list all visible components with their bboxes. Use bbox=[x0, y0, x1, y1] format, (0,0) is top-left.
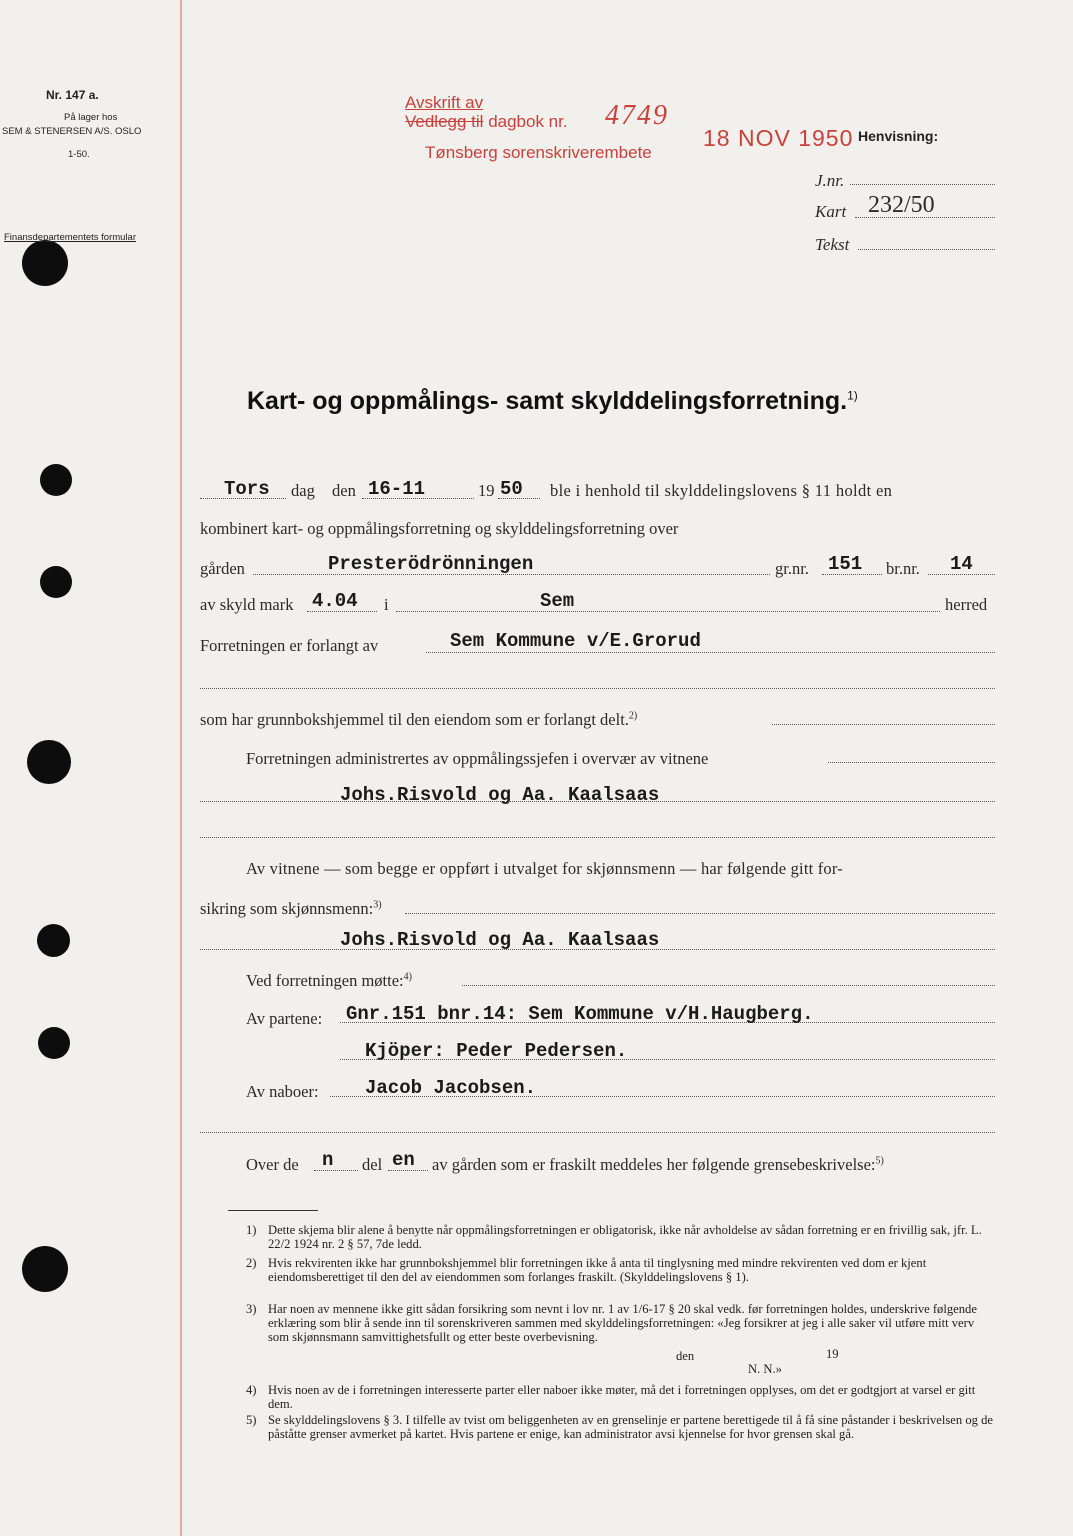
binder-hole bbox=[40, 464, 72, 496]
stock-line-1: På lager hos bbox=[64, 112, 118, 123]
forlangt-value: Sem Kommune v/E.Grorud bbox=[450, 630, 701, 652]
stamp-struck-text: Vedlegg til bbox=[405, 112, 484, 131]
margin-rule bbox=[180, 0, 182, 1536]
over-rest-note: 5) bbox=[875, 1155, 884, 1167]
stamp-date: 18 NOV 1950 bbox=[703, 125, 854, 151]
footnote3-den: den bbox=[676, 1349, 695, 1363]
footnote-text: Hvis noen av de i forretningen interesserte parter eller naboer ikke møter, må det i forretningen opplyses, om det er godtgjort at varsel er gitt dem. bbox=[268, 1383, 976, 1412]
weekday-value: Tors bbox=[224, 478, 270, 500]
garden-label: gården bbox=[200, 559, 245, 578]
forlangt-label: Forretningen er forlangt av bbox=[200, 636, 379, 655]
herred-line bbox=[396, 611, 940, 612]
naboer-line-2 bbox=[200, 1132, 995, 1133]
year-line bbox=[498, 498, 540, 499]
over-rest-text: av gården som er fraskilt meddeles her følgende grensebeskrivelse: bbox=[432, 1155, 876, 1174]
reference-heading: Henvisning: bbox=[858, 128, 939, 144]
vitner-value: Johs.Risvold og Aa. Kaalsaas bbox=[340, 784, 660, 806]
over-de-line bbox=[314, 1170, 358, 1171]
herred-label: herred bbox=[945, 595, 988, 614]
edition: 1-50. bbox=[68, 149, 90, 160]
binder-hole bbox=[22, 1246, 68, 1292]
vitner-text-2-note: 3) bbox=[373, 899, 382, 911]
year-prefix: 19 bbox=[478, 481, 495, 500]
over-de-value: n bbox=[322, 1149, 334, 1171]
over-de-label: Over de bbox=[246, 1155, 299, 1174]
year-value: 50 bbox=[500, 478, 523, 500]
kart-value: 232/50 bbox=[868, 192, 935, 218]
naboer-value: Jacob Jacobsen. bbox=[365, 1077, 537, 1099]
footnote-text: Har noen av mennene ikke gitt sådan forsikring som nevnt i lov nr. 1 av 1/6-17 § 20 skal vedk. før forretningen holdes, underskrive følgende erklæring som blir å sende inn til sorenskriveren sammen med skylddelingsforretningen: «Jeg forsikrer at jeg i alle saker vil utføre mitt verv som skjønnsmann samvittighetsfullt og etter beste overbevisning. bbox=[268, 1302, 977, 1345]
admin-label: Forretningen administrertes av oppmålingssjefen i overvær av vitnene bbox=[246, 749, 709, 768]
grunnbok-line bbox=[772, 724, 995, 725]
ministry-form: Finansdepartementets formular bbox=[4, 232, 137, 243]
naboer-label: Av naboer: bbox=[246, 1082, 319, 1101]
skjonn-line-2 bbox=[200, 949, 995, 950]
grunnbok-note: 2) bbox=[628, 710, 638, 722]
kjoper-line bbox=[340, 1059, 995, 1060]
footnote-number: 3) bbox=[246, 1302, 257, 1316]
binder-hole bbox=[38, 1027, 70, 1059]
form-number: Nr. 147 a. bbox=[46, 88, 99, 102]
skyld-value: 4.04 bbox=[312, 590, 358, 612]
footnote-number: 2) bbox=[246, 1256, 257, 1270]
del-value: en bbox=[392, 1149, 415, 1171]
grnr-value: 151 bbox=[828, 553, 863, 575]
over-rest bbox=[432, 1155, 884, 1175]
den-label: den bbox=[332, 481, 356, 500]
skjonn-value: Johs.Risvold og Aa. Kaalsaas bbox=[340, 929, 660, 951]
del-label: del bbox=[362, 1155, 383, 1174]
i-label: i bbox=[384, 595, 389, 614]
grunnbok-text: som har grunnbokshjemmel til den eiendom som er forlangt delt. bbox=[200, 710, 629, 729]
garden-value: Presterödrönningen bbox=[328, 553, 534, 575]
forlangt-line-2 bbox=[200, 688, 995, 689]
brnr-label: br.nr. bbox=[886, 559, 920, 578]
binder-hole bbox=[40, 566, 72, 598]
motte-text: Ved forretningen møtte: bbox=[246, 971, 404, 990]
stamp-office: Tønsberg sorenskriverembete bbox=[425, 143, 652, 162]
weekday-line bbox=[200, 498, 286, 499]
title-note: 1) bbox=[847, 388, 858, 403]
partene-value: Gnr.151 bnr.14: Sem Kommune v/H.Haugberg. bbox=[346, 1003, 814, 1025]
motte-line bbox=[462, 985, 995, 986]
title-text: Kart- og oppmålings- samt skylddelingsforretning. bbox=[247, 387, 848, 415]
vitner-text-1: Av vitnene — som begge er oppført i utvalget for skjønnsmenn — har følgende gitt for- bbox=[246, 859, 843, 878]
binder-hole bbox=[37, 924, 70, 957]
skjonn-line-1 bbox=[405, 913, 995, 914]
vitner-text-2 bbox=[200, 899, 382, 919]
dagbok-number: 4749 bbox=[605, 100, 669, 131]
binder-hole bbox=[22, 240, 68, 286]
stamp-dagbok-label: dagbok nr. bbox=[488, 112, 568, 131]
stamp-line-1: Avskrift av bbox=[405, 93, 484, 112]
tekst-label: Tekst bbox=[815, 235, 850, 254]
herred-value: Sem bbox=[540, 590, 575, 612]
jnr-label: J.nr. bbox=[815, 171, 845, 190]
vitner-line bbox=[200, 801, 995, 802]
footnote-text: Hvis rekvirenten ikke har grunnbokshjemmel blir forretningen ikke å anta til tinglysning med mindre rekvirenten ved dom er kjent eiendomsberettiget til den del av eiendommen som forlanges fraskilt. (Skylddelingslovens § 1). bbox=[268, 1256, 927, 1285]
grunnbok-label bbox=[200, 710, 637, 730]
brnr-value: 14 bbox=[950, 553, 973, 575]
partene-label: Av partene: bbox=[246, 1009, 323, 1028]
date-value: 16-11 bbox=[368, 478, 426, 500]
stamp-line-2 bbox=[405, 112, 568, 132]
footnote-number: 5) bbox=[246, 1413, 257, 1427]
grnr-label: gr.nr. bbox=[775, 559, 809, 578]
jnr-line bbox=[850, 184, 995, 185]
footnote3-signature: N. N.» bbox=[748, 1362, 782, 1376]
tekst-line bbox=[858, 249, 995, 250]
footnote-number: 4) bbox=[246, 1383, 257, 1397]
line1-rest: ble i henhold til skylddelingslovens § 11 holdt en bbox=[550, 481, 893, 500]
stock-line-2: SEM & STENERSEN A/S. OSLO bbox=[2, 126, 142, 137]
footnote-number: 1) bbox=[246, 1223, 257, 1237]
footnote-text: Dette skjema blir alene å benytte når oppmålingsforretningen er obligatorisk, ikke når avholdelse av sådan forretning er en frivillig sak, jfr. L. 22/2 1924 nr. 2 § 57, 7de ledd. bbox=[268, 1223, 982, 1252]
binder-hole bbox=[27, 740, 71, 784]
footnote-rule bbox=[228, 1210, 318, 1211]
kart-label: Kart bbox=[815, 202, 847, 221]
motte-note: 4) bbox=[403, 971, 412, 983]
footnote3-year: 19 bbox=[826, 1347, 839, 1361]
document-title bbox=[247, 387, 858, 416]
date-line bbox=[362, 498, 474, 499]
motte-label bbox=[246, 971, 412, 991]
kjoper-value: Kjöper: Peder Pedersen. bbox=[365, 1040, 628, 1062]
vitner-line-2 bbox=[200, 837, 995, 838]
dag-label: dag bbox=[291, 481, 315, 500]
vitner-text-2-main: sikring som skjønnsmenn: bbox=[200, 899, 374, 918]
skyld-label: av skyld mark bbox=[200, 595, 294, 614]
admin-line bbox=[828, 762, 995, 763]
footnote-text: Se skylddelingslovens § 3. I tilfelle av tvist om beliggenheten av en grenselinje er partene berettigede til å få sine påstander i beskrivelsen og de påståtte grenser avmerket på kartet. Hvis partene er enige, kan administrator avsi kjennelse for hvor grensen skal gå. bbox=[268, 1413, 993, 1442]
line2-text: kombinert kart- og oppmålingsforretning og skylddelingsforretning over bbox=[200, 519, 679, 538]
forlangt-line bbox=[426, 652, 995, 653]
